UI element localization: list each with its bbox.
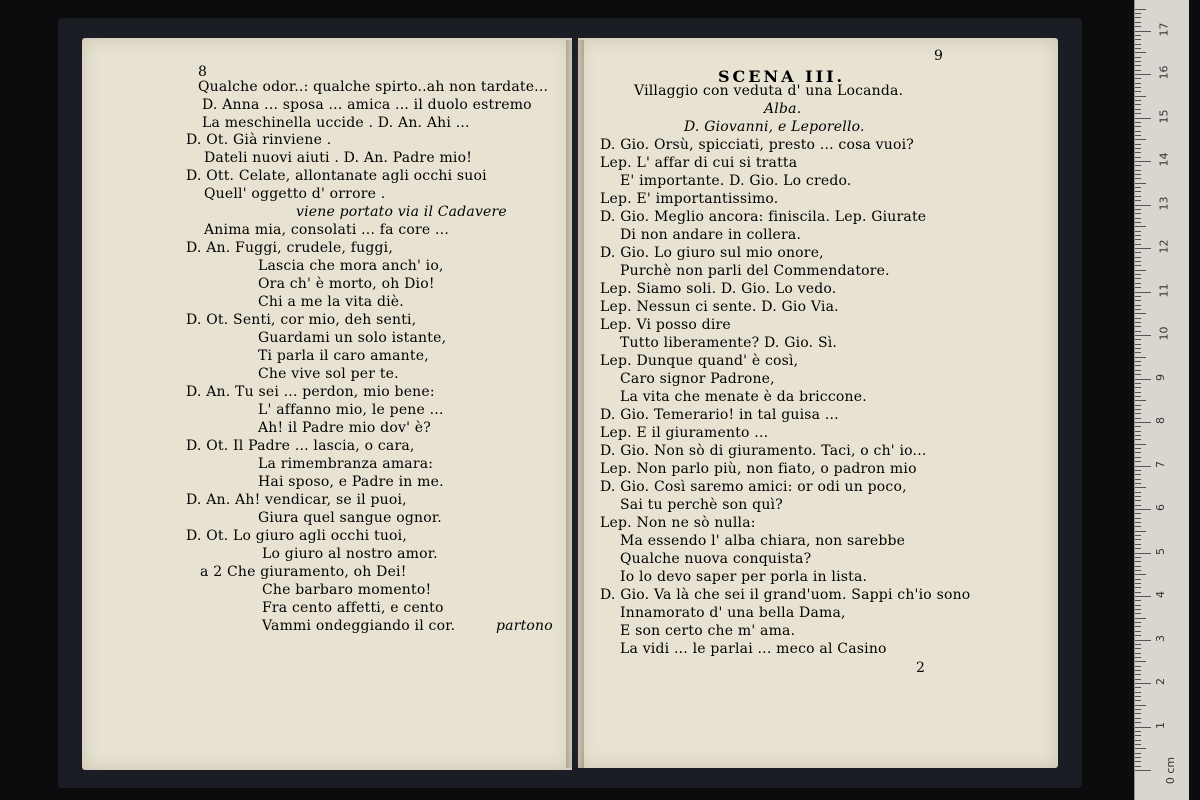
- text-line: Qualche nuova conquista?: [620, 551, 812, 567]
- ruler-tick: [1135, 379, 1151, 380]
- text-line: L' affanno mio, le pene ...: [258, 402, 444, 418]
- ruler-number: 10: [1157, 326, 1171, 341]
- ruler-tick: [1135, 435, 1141, 436]
- ruler-number: 1: [1154, 721, 1167, 729]
- right-page-number: 9: [934, 48, 943, 64]
- ruler-tick: [1135, 126, 1141, 127]
- ruler-tick: [1135, 392, 1141, 393]
- ruler-tick: [1135, 144, 1141, 145]
- ruler-tick: [1135, 152, 1141, 153]
- text-line: D. An. Ah! vendicar, se il puoi,: [186, 492, 407, 508]
- text-line: D. Gio. Va là che sei il grand'uom. Sappi ch'io sono: [600, 587, 971, 603]
- ruler-tick: [1135, 52, 1146, 53]
- text-line: Io lo devo saper per porla in lista.: [620, 569, 868, 585]
- ruler-tick: [1135, 244, 1141, 245]
- text-line: D. Gio. Non sò di giuramento. Taci, o ch' io...: [600, 443, 927, 459]
- ruler-tick: [1135, 409, 1141, 410]
- ruler-tick: [1135, 213, 1141, 214]
- book-gutter: [566, 40, 584, 768]
- ruler-tick: [1135, 235, 1141, 236]
- ruler-tick: [1135, 709, 1141, 710]
- ruler-tick: [1135, 22, 1141, 23]
- ruler-tick: [1135, 457, 1141, 458]
- ruler-tick: [1135, 191, 1141, 192]
- ruler-number: 16: [1157, 65, 1171, 80]
- ruler-tick: [1135, 31, 1151, 32]
- ruler-tick: [1135, 413, 1141, 414]
- ruler-tick: [1135, 700, 1141, 701]
- text-line: D. Anna ... sposa ... amica ... il duolo estremo: [202, 97, 532, 113]
- ruler-tick: [1135, 426, 1141, 427]
- text-line: D. Gio. Così saremo amici: or odi un poco,: [600, 479, 907, 495]
- ruler-number: 12: [1157, 239, 1171, 254]
- ruler-tick: [1135, 270, 1146, 271]
- ruler-number: 15: [1157, 109, 1171, 123]
- ruler-tick: [1135, 74, 1151, 75]
- ruler-tick: [1135, 157, 1141, 158]
- ruler-tick: [1135, 222, 1141, 223]
- ruler-tick: [1135, 622, 1141, 623]
- text-line: Lep. Siamo soli. D. Gio. Lo vedo.: [600, 281, 837, 297]
- ruler-tick: [1135, 640, 1151, 641]
- ruler-tick: [1135, 713, 1141, 714]
- ruler-tick: [1135, 70, 1141, 71]
- ruler-tick: [1135, 666, 1141, 667]
- text-line: Alba.: [764, 101, 802, 117]
- ruler-tick: [1135, 83, 1141, 84]
- ruler-tick: [1135, 135, 1141, 136]
- text-line: Vammi ondeggiando il cor.: [262, 618, 456, 634]
- ruler-tick: [1135, 170, 1141, 171]
- ruler-tick: [1135, 648, 1141, 649]
- ruler-tick: [1135, 35, 1141, 36]
- ruler-unit-label: 0 cm: [1164, 756, 1178, 785]
- ruler-number: 7: [1154, 460, 1167, 468]
- ruler-tick: [1135, 100, 1141, 101]
- ruler-tick: [1135, 109, 1141, 110]
- ruler-tick: [1135, 200, 1141, 201]
- text-line: D. Ot. Senti, cor mio, deh senti,: [186, 312, 417, 328]
- ruler-tick: [1135, 574, 1146, 575]
- text-line: La meschinella uccide . D. An. Ahi ...: [202, 115, 470, 131]
- ruler-tick: [1135, 535, 1141, 536]
- ruler-tick: [1135, 313, 1146, 314]
- ruler-tick: [1135, 318, 1141, 319]
- text-line: Sai tu perchè son quì?: [620, 497, 783, 513]
- ruler-tick: [1135, 348, 1141, 349]
- ruler-tick: [1135, 757, 1141, 758]
- ruler-tick: [1135, 178, 1141, 179]
- ruler-tick: [1135, 492, 1141, 493]
- text-line: Lascia che mora anch' io,: [258, 258, 444, 274]
- ruler-tick: [1135, 17, 1141, 18]
- ruler-tick: [1135, 461, 1141, 462]
- ruler-tick: [1135, 448, 1141, 449]
- ruler-tick: [1135, 209, 1141, 210]
- ruler-tick: [1135, 670, 1141, 671]
- text-line: partono: [496, 618, 553, 634]
- ruler-tick: [1135, 553, 1151, 554]
- text-line: Ti parla il caro amante,: [258, 348, 429, 364]
- ruler-tick: [1135, 770, 1151, 771]
- ruler-tick: [1135, 483, 1141, 484]
- ruler-tick: [1135, 118, 1151, 119]
- text-line: E' importante. D. Gio. Lo credo.: [620, 173, 852, 189]
- ruler-tick: [1135, 183, 1146, 184]
- text-line: Lep. Vi posso dire: [600, 317, 731, 333]
- text-line: Lep. E il giuramento ...: [600, 425, 769, 441]
- ruler-number: 17: [1157, 22, 1171, 36]
- text-line: D. Ott. Celate, allontanate agli occhi suoi: [186, 168, 487, 184]
- ruler-tick: [1135, 753, 1141, 754]
- ruler-number: 9: [1154, 373, 1167, 381]
- ruler-tick: [1135, 505, 1141, 506]
- ruler-tick: [1135, 579, 1141, 580]
- ruler-tick: [1135, 122, 1141, 123]
- ruler-tick: [1135, 300, 1141, 301]
- ruler-tick: [1135, 592, 1141, 593]
- ruler-tick: [1135, 531, 1146, 532]
- text-line: Giura quel sangue ognor.: [258, 510, 442, 526]
- text-line: La rimembranza amara:: [258, 456, 434, 472]
- text-line: Lep. E' importantissimo.: [600, 191, 779, 207]
- ruler-number: 6: [1154, 504, 1167, 511]
- ruler-number: 11: [1157, 283, 1171, 297]
- ruler-tick: [1135, 265, 1141, 266]
- ruler-tick: [1135, 657, 1141, 658]
- text-line: Dateli nuovi aiuti . D. An. Padre mio!: [204, 150, 473, 166]
- text-line: D. Giovanni, e Leporello.: [684, 119, 865, 135]
- ruler-tick: [1135, 470, 1141, 471]
- ruler-tick: [1135, 305, 1141, 306]
- ruler-tick: [1135, 744, 1141, 745]
- ruler-tick: [1135, 696, 1141, 697]
- ruler-tick: [1135, 583, 1141, 584]
- ruler-tick: [1135, 352, 1141, 353]
- ruler-tick: [1135, 331, 1141, 332]
- ruler-tick: [1135, 252, 1141, 253]
- ruler-tick: [1135, 487, 1146, 488]
- text-line: Quell' oggetto d' orrore .: [204, 186, 386, 202]
- ruler-tick: [1135, 731, 1141, 732]
- ruler-tick: [1135, 561, 1141, 562]
- ruler-tick: [1135, 405, 1141, 406]
- text-line: Ma essendo l' alba chiara, non sarebbe: [620, 533, 906, 549]
- ruler-tick: [1135, 248, 1151, 249]
- ruler-tick: [1135, 544, 1141, 545]
- ruler-tick: [1135, 474, 1141, 475]
- ruler-tick: [1135, 296, 1141, 297]
- ruler-tick: [1135, 231, 1141, 232]
- ruler-tick: [1135, 522, 1141, 523]
- text-line: D. Ot. Lo giuro agli occhi tuoi,: [186, 528, 408, 544]
- ruler-tick: [1135, 61, 1141, 62]
- ruler-number: 13: [1157, 196, 1171, 210]
- text-line: Ah! il Padre mio dov' è?: [258, 420, 431, 436]
- ruler-tick: [1135, 687, 1141, 688]
- ruler-tick: [1135, 278, 1141, 279]
- ruler-tick: [1135, 722, 1141, 723]
- ruler-tick: [1135, 396, 1141, 397]
- ruler-tick: [1135, 570, 1141, 571]
- ruler-tick: [1135, 566, 1141, 567]
- text-line: Caro signor Padrone,: [620, 371, 775, 387]
- ruler-tick: [1135, 292, 1151, 293]
- ruler-tick: [1135, 609, 1141, 610]
- ruler-tick: [1135, 500, 1141, 501]
- text-line: viene portato via il Cadavere: [296, 204, 507, 220]
- ruler-tick: [1135, 374, 1141, 375]
- ruler-tick: [1135, 365, 1141, 366]
- ruler-tick: [1135, 705, 1146, 706]
- text-line: Innamorato d' una bella Dama,: [620, 605, 846, 621]
- left-page-number: 8: [198, 64, 207, 80]
- ruler-tick: [1135, 439, 1141, 440]
- ruler-tick: [1135, 57, 1141, 58]
- ruler-tick: [1135, 187, 1141, 188]
- ruler-tick: [1135, 370, 1141, 371]
- ruler-tick: [1135, 131, 1141, 132]
- text-line: Tutto liberamente? D. Gio. Sì.: [620, 335, 838, 351]
- ruler-tick: [1135, 661, 1146, 662]
- ruler-number: 2: [1154, 678, 1167, 685]
- text-line: D. Gio. Lo giuro sul mio onore,: [600, 245, 824, 261]
- ruler-tick: [1135, 339, 1141, 340]
- ruler-tick: [1135, 161, 1151, 162]
- ruler-tick: [1135, 740, 1141, 741]
- ruler-tick: [1135, 226, 1146, 227]
- ruler-tick: [1135, 357, 1146, 358]
- ruler-tick: [1135, 239, 1141, 240]
- ruler-number: 14: [1157, 152, 1171, 167]
- ruler-tick: [1135, 78, 1141, 79]
- text-line: Qualche odor..: qualche spirto..ah non tardate...: [198, 79, 549, 95]
- ruler-tick: [1135, 674, 1141, 675]
- text-line: Purchè non parli del Commendatore.: [620, 263, 890, 279]
- ruler-tick: [1135, 509, 1151, 510]
- ruler-tick: [1135, 326, 1141, 327]
- text-line: Chi a me la vita diè.: [258, 294, 404, 310]
- text-line: La vita che menate è da briccone.: [620, 389, 867, 405]
- ruler-tick: [1135, 513, 1141, 514]
- ruler-tick: [1135, 205, 1151, 206]
- ruler-tick: [1135, 139, 1146, 140]
- ruler-tick: [1135, 87, 1141, 88]
- text-line: D. Ot. Già rinviene .: [186, 132, 332, 148]
- ruler-tick: [1135, 735, 1141, 736]
- text-line: D. Gio. Meglio ancora: finiscila. Lep. Giurate: [600, 209, 927, 225]
- text-line: Di non andare in collera.: [620, 227, 802, 243]
- ruler-tick: [1135, 539, 1141, 540]
- text-line: D. An. Fuggi, crudele, fuggi,: [186, 240, 393, 256]
- text-line: Che vive sol per te.: [258, 366, 399, 382]
- ruler-tick: [1135, 13, 1141, 14]
- ruler-tick: [1135, 9, 1146, 10]
- ruler-tick: [1135, 165, 1141, 166]
- text-line: D. Gio. Orsù, spicciati, presto ... cosa vuoi?: [600, 137, 914, 153]
- ruler-tick: [1135, 466, 1151, 467]
- ruler-tick: [1135, 692, 1141, 693]
- text-line: E son certo che m' ama.: [620, 623, 796, 639]
- ruler-tick: [1135, 596, 1151, 597]
- ruler-tick: [1135, 387, 1141, 388]
- ruler-tick: [1135, 613, 1141, 614]
- ruler-tick: [1135, 618, 1146, 619]
- ruler-tick: [1135, 444, 1146, 445]
- ruler-tick: [1135, 626, 1141, 627]
- ruler-tick: [1135, 653, 1141, 654]
- ruler-tick: [1135, 727, 1151, 728]
- text-line: Lep. Dunque quand' è così,: [600, 353, 799, 369]
- text-line: La vidi ... le parlai ... meco al Casino: [620, 641, 887, 657]
- ruler-tick: [1135, 479, 1141, 480]
- ruler-tick: [1135, 257, 1141, 258]
- ruler-tick: [1135, 635, 1141, 636]
- ruler-tick: [1135, 218, 1141, 219]
- ruler-tick: [1135, 557, 1141, 558]
- ruler-tick: [1135, 26, 1141, 27]
- ruler-tick: [1135, 48, 1141, 49]
- text-line: Lo giuro al nostro amor.: [262, 546, 438, 562]
- ruler-tick: [1135, 422, 1151, 423]
- ruler-tick: [1135, 548, 1141, 549]
- ruler-tick: [1135, 679, 1141, 680]
- ruler-tick: [1135, 196, 1141, 197]
- text-line: Lep. L' affar di cui si tratta: [600, 155, 798, 171]
- ruler-tick: [1135, 587, 1141, 588]
- text-line: D. Ot. Il Padre ... lascia, o cara,: [186, 438, 415, 454]
- ruler-tick: [1135, 309, 1141, 310]
- ruler-tick: [1135, 683, 1151, 684]
- ruler-tick: [1135, 322, 1141, 323]
- ruler-tick: [1135, 261, 1141, 262]
- ruler-tick: [1135, 287, 1141, 288]
- ruler-tick: [1135, 344, 1141, 345]
- text-line: Lep. Non ne sò nulla:: [600, 515, 756, 531]
- ruler-tick: [1135, 65, 1141, 66]
- ruler-tick: [1135, 418, 1141, 419]
- ruler-tick: [1135, 748, 1146, 749]
- signature-mark: 2: [916, 660, 925, 676]
- text-line: Che barbaro momento!: [262, 582, 432, 598]
- ruler-number: 5: [1154, 547, 1167, 555]
- text-line: Guardami un solo istante,: [258, 330, 447, 346]
- ruler-tick: [1135, 335, 1151, 336]
- ruler-tick: [1135, 452, 1141, 453]
- text-line: a 2 Che giuramento, oh Dei!: [200, 564, 407, 580]
- ruler-tick: [1135, 39, 1141, 40]
- text-line: Lep. Nessun ci sente. D. Gio Via.: [600, 299, 839, 315]
- text-line: Lep. Non parlo più, non fiato, o padron mio: [600, 461, 917, 477]
- ruler-tick: [1135, 96, 1146, 97]
- text-line: D. Gio. Temerario! in tal guisa ...: [600, 407, 839, 423]
- ruler-tick: [1135, 283, 1141, 284]
- ruler-tick: [1135, 361, 1141, 362]
- ruler-tick: [1135, 174, 1141, 175]
- ruler-tick: [1135, 104, 1141, 105]
- ruler-number: 3: [1154, 634, 1167, 642]
- ruler-tick: [1135, 431, 1141, 432]
- ruler-tick: [1135, 44, 1141, 45]
- text-line: D. An. Tu sei ... perdon, mio bene:: [186, 384, 435, 400]
- measuring-ruler: [1134, 0, 1189, 800]
- ruler-tick: [1135, 644, 1141, 645]
- ruler-tick: [1135, 274, 1141, 275]
- ruler-number: 4: [1154, 591, 1167, 598]
- text-line: Anima mia, consolati ... fa core ...: [204, 222, 449, 238]
- ruler-tick: [1135, 400, 1146, 401]
- scene-heading: SCENA III.: [718, 67, 846, 86]
- ruler-tick: [1135, 631, 1141, 632]
- ruler-number: 8: [1154, 417, 1167, 424]
- ruler-tick: [1135, 91, 1141, 92]
- text-line: Fra cento affetti, e cento: [262, 600, 444, 616]
- ruler-tick: [1135, 148, 1141, 149]
- ruler-tick: [1135, 600, 1141, 601]
- text-line: Hai sposo, e Padre in me.: [258, 474, 444, 490]
- ruler-tick: [1135, 526, 1141, 527]
- ruler-tick: [1135, 718, 1141, 719]
- ruler-tick: [1135, 383, 1141, 384]
- text-line: Ora ch' è morto, oh Dio!: [258, 276, 435, 292]
- ruler-tick: [1135, 605, 1141, 606]
- text-line: Villaggio con veduta d' una Locanda.: [634, 83, 904, 99]
- ruler-tick: [1135, 518, 1141, 519]
- ruler-tick: [1135, 496, 1141, 497]
- ruler-tick: [1135, 113, 1141, 114]
- ruler-tick: [1135, 766, 1141, 767]
- ruler-tick: [1135, 761, 1141, 762]
